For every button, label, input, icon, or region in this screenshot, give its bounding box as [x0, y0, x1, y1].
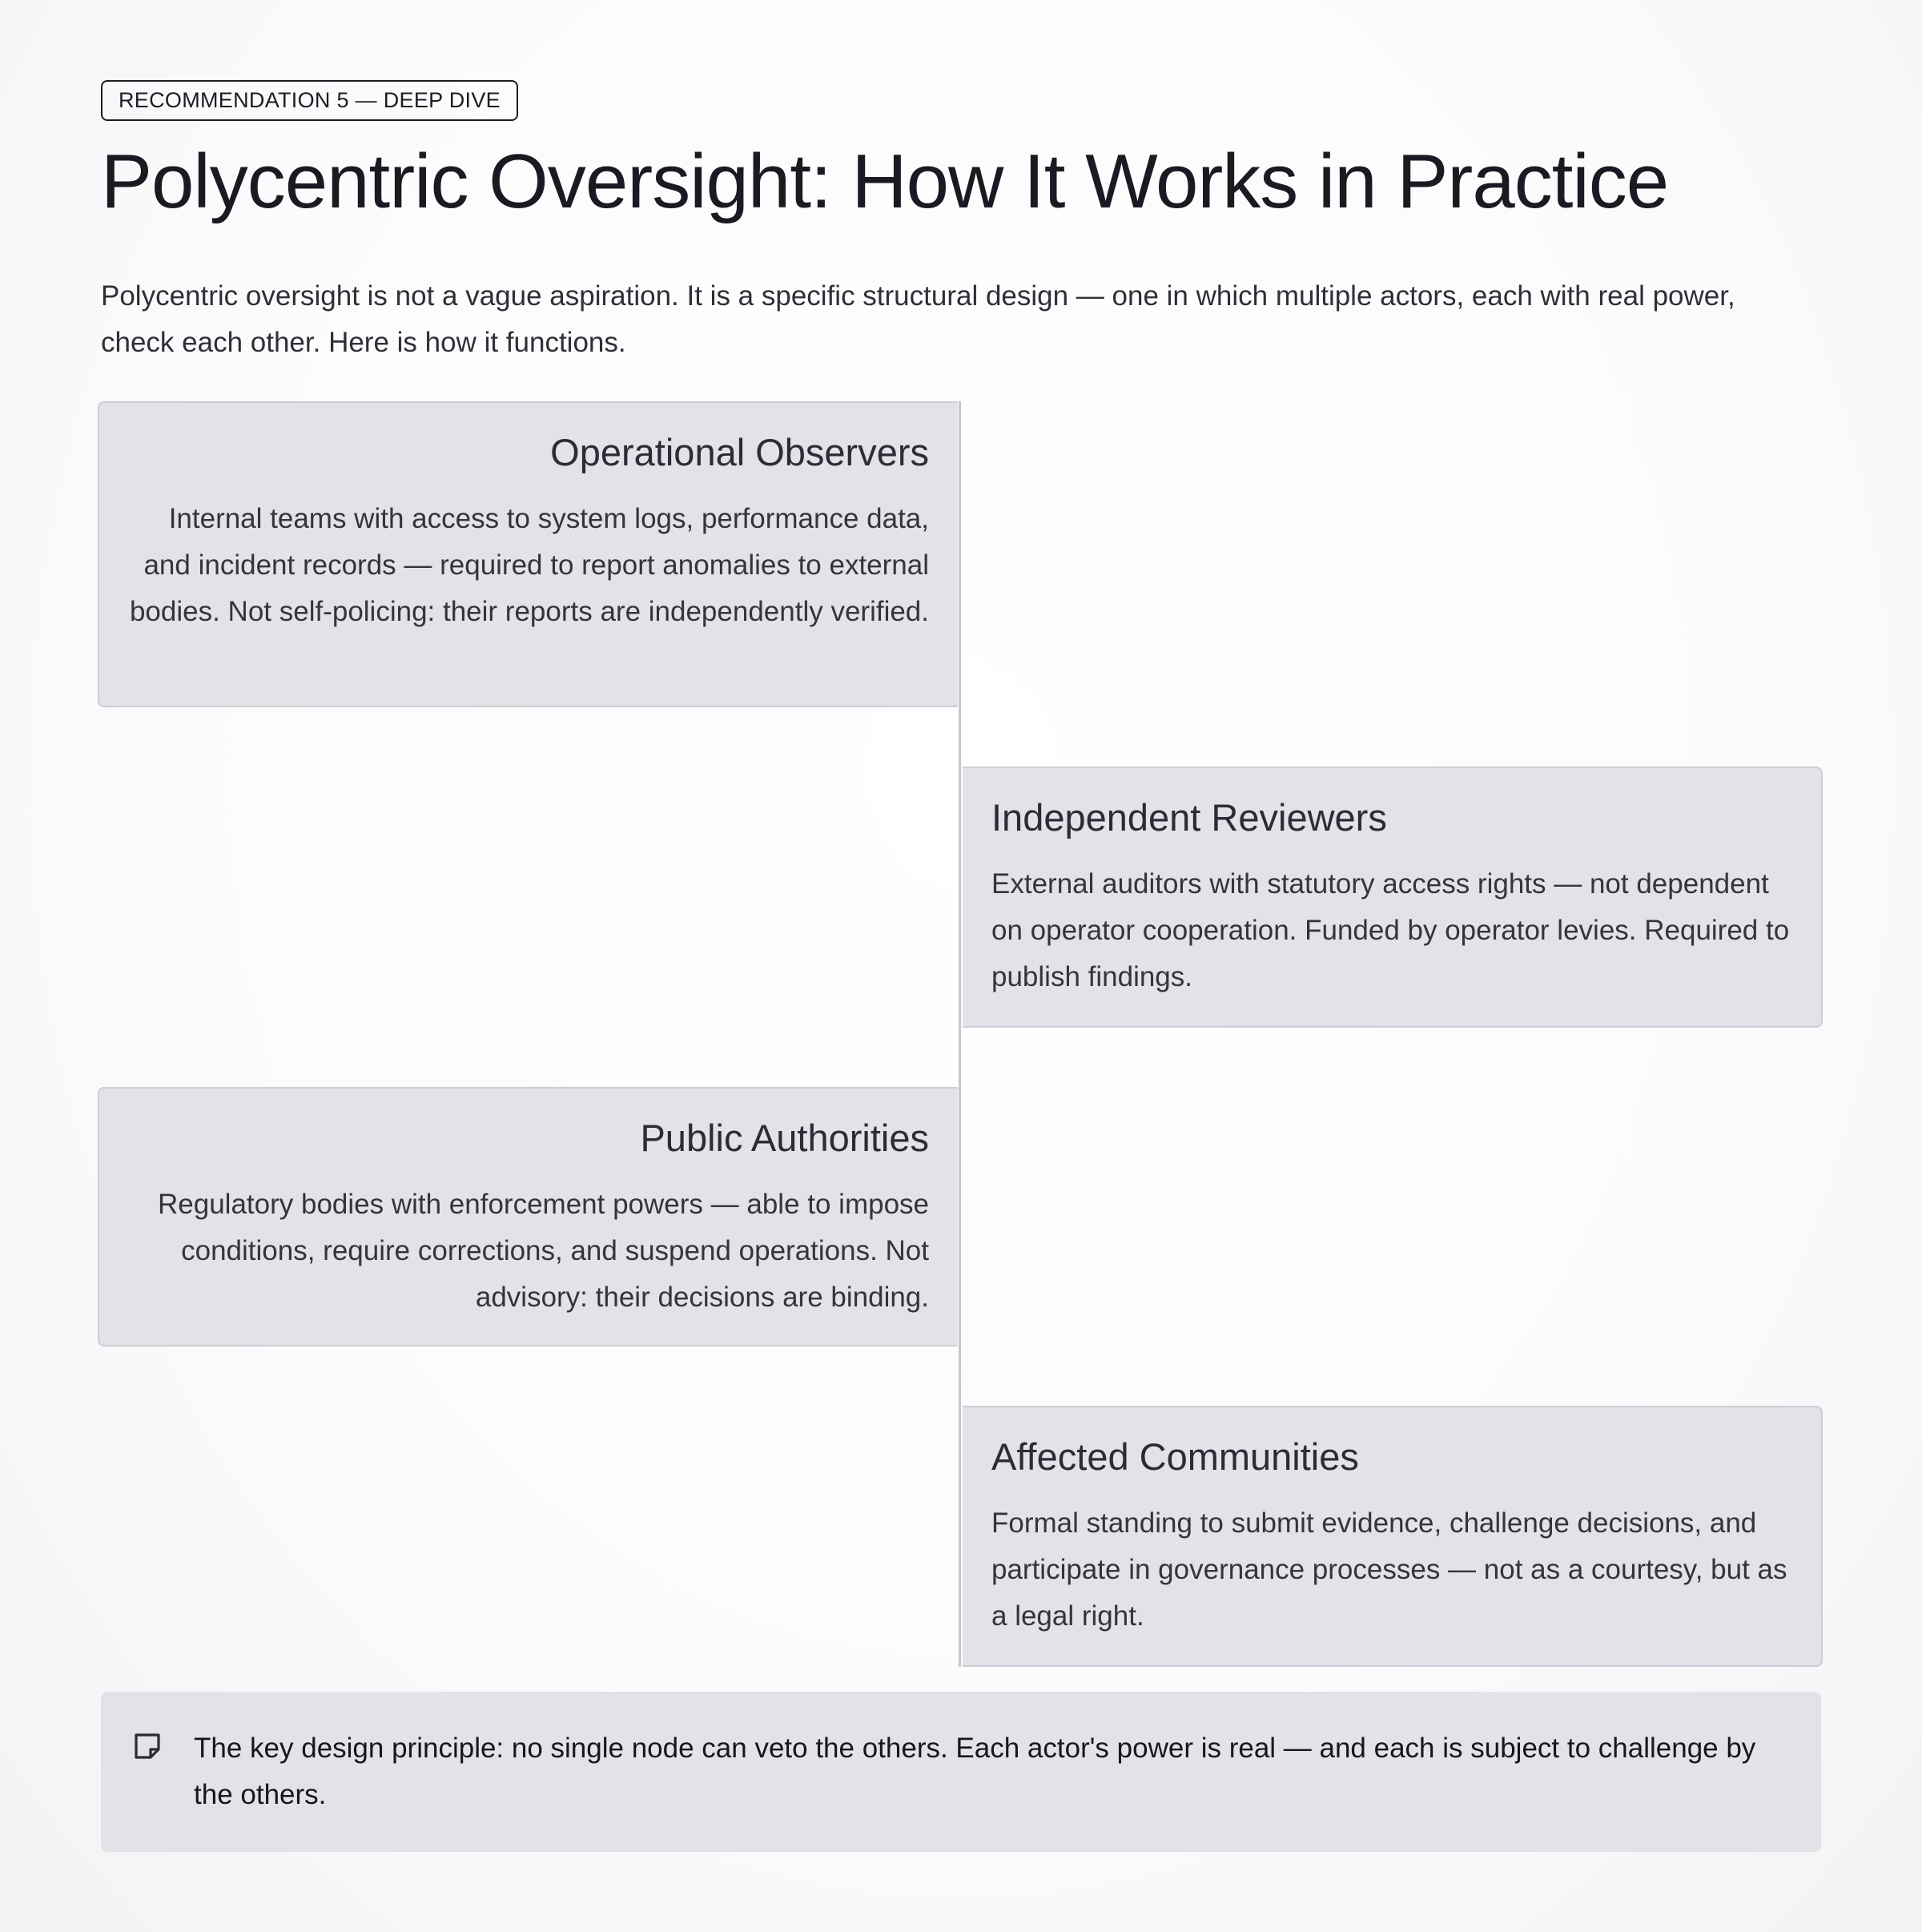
actor-card-public-authorities: [98, 1087, 958, 1346]
actor-card-title: Operational Observers: [550, 430, 929, 473]
actor-card-body: Regulatory bodies with enforcement powers — able to impose conditions, require corrections, and suspend operations. Not advisory: their decisions are binding.: [158, 1188, 929, 1313]
actor-card-title: Affected Communities: [991, 1435, 1359, 1478]
actor-card-body: Internal teams with access to system logs, performance data, and incident records — required to report anomalies to external bodies. Not self-policing: their reports are independently verified.: [129, 502, 929, 627]
actor-card-affected-communities: [963, 1406, 1823, 1667]
page-content: [101, 80, 1821, 1667]
actor-card-body: Formal standing to submit evidence, challenge decisions, and participate in governance processes — not as a courtesy, but as a legal right.: [991, 1507, 1787, 1632]
note-icon: [133, 1732, 162, 1761]
page-title: Polycentric Oversight: How It Works in Practice: [101, 139, 1669, 224]
actor-card-title: Independent Reviewers: [991, 795, 1387, 839]
actor-timeline: [101, 401, 1821, 1667]
intro-paragraph: Polycentric oversight is not a vague aspiration. It is a specific structural design — one in which multiple actors, each with real power, check each other. Here is how it functions.: [101, 280, 1735, 358]
timeline-spine: [959, 401, 961, 1667]
actor-card-independent-reviewers: [963, 767, 1823, 1028]
design-principle-note: [101, 1692, 1821, 1852]
section-tag: RECOMMENDATION 5 — DEEP DIVE: [101, 80, 518, 121]
note-text: The key design principle: no single node can veto the others. Each actor's power is real — and each is subject to challenge by the others.: [194, 1733, 1756, 1810]
actor-card-body: External auditors with statutory access rights — not dependent on operator cooperation. Funded by operator levies. Required to publish findings.: [991, 867, 1790, 992]
actor-card-title: Public Authorities: [640, 1116, 929, 1159]
actor-card-operational-observers: [98, 401, 958, 707]
